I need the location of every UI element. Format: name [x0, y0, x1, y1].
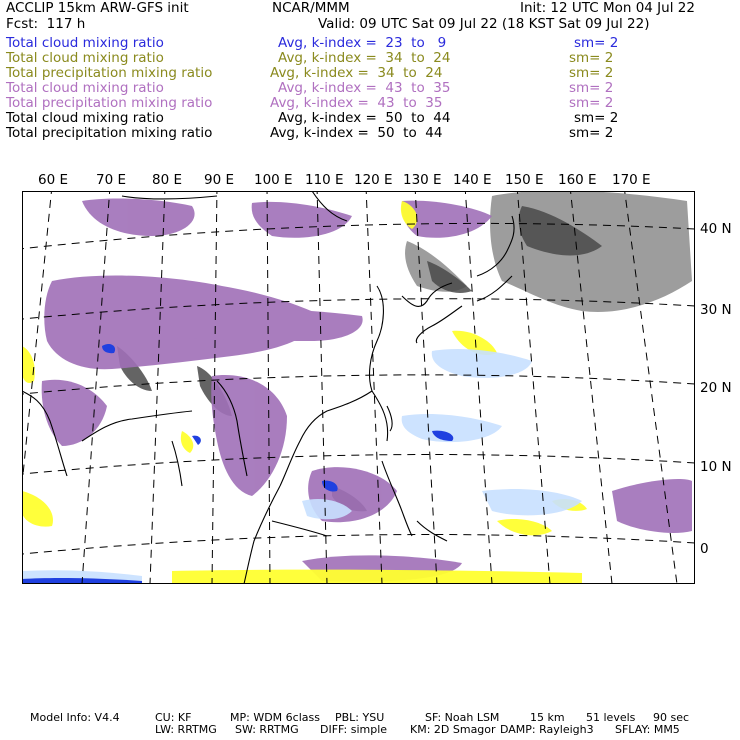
footer-lw: LW: RRTMG	[155, 723, 217, 736]
legend-sm: sm= 2	[569, 125, 614, 141]
lat-label: 20 N	[700, 380, 732, 396]
legend-label: Total precipitation mixing ratio	[6, 125, 213, 141]
legend-label: Total cloud mixing ratio	[6, 110, 164, 126]
footer-sf: SF: Noah LSM	[425, 711, 500, 724]
lon-label: 110 E	[305, 172, 344, 188]
footer-resolution: 15 km	[530, 711, 565, 724]
lat-label: 30 N	[700, 302, 732, 318]
forecast-hour: Fcst: 117 h	[6, 16, 86, 32]
lat-label: 0	[700, 541, 709, 557]
footer-damp: DAMP: Rayleigh3	[500, 723, 594, 736]
legend-label: Total cloud mixing ratio	[6, 50, 164, 66]
lon-label: 170 E	[612, 172, 651, 188]
footer-levels: 51 levels	[586, 711, 636, 724]
legend-avg: Avg, k-index = 43 to 35	[278, 80, 451, 96]
lon-label: 60 E	[38, 172, 68, 188]
lon-label: 160 E	[558, 172, 597, 188]
legend-avg: Avg, k-index = 34 to 24	[270, 65, 443, 81]
lon-label: 70 E	[96, 172, 126, 188]
legend-avg: Avg, k-index = 43 to 35	[270, 95, 443, 111]
legend-avg: Avg, k-index = 50 to 44	[270, 125, 443, 141]
model-title: ACCLIP 15km ARW-GFS init	[6, 0, 189, 16]
legend-label: Total precipitation mixing ratio	[6, 95, 213, 111]
footer-diff: DIFF: simple	[320, 723, 388, 736]
legend-avg: Avg, k-index = 50 to 44	[278, 110, 451, 126]
legend-avg: Avg, k-index = 23 to 9	[278, 35, 447, 51]
footer-pbl: PBL: YSU	[335, 711, 385, 724]
lon-label: 100 E	[254, 172, 293, 188]
legend-sm: sm= 2	[569, 95, 614, 111]
lon-label: 90 E	[204, 172, 234, 188]
footer-km: KM: 2D Smagor	[410, 723, 496, 736]
lon-label: 80 E	[152, 172, 182, 188]
footer-timestep: 90 sec	[653, 711, 690, 724]
legend-label: Total cloud mixing ratio	[6, 80, 164, 96]
legend-sm: sm= 2	[569, 50, 614, 66]
lon-label: 150 E	[505, 172, 544, 188]
footer-cu: CU: KF	[155, 711, 192, 724]
legend-label: Total precipitation mixing ratio	[6, 65, 213, 81]
footer-sflay: SFLAY: MM5	[615, 723, 680, 736]
legend-avg: Avg, k-index = 34 to 24	[278, 50, 451, 66]
lon-label: 120 E	[354, 172, 393, 188]
legend-sm: sm= 2	[574, 110, 619, 126]
legend-sm: sm= 2	[574, 35, 619, 51]
lon-label: 130 E	[403, 172, 442, 188]
center-label: NCAR/MMM	[272, 0, 350, 16]
forecast-map	[22, 191, 695, 584]
valid-time: Valid: 09 UTC Sat 09 Jul 22 (18 KST Sat 09 Jul 22)	[318, 16, 650, 32]
lon-label: 140 E	[453, 172, 492, 188]
footer-sw: SW: RRTMG	[235, 723, 299, 736]
footer-mp: MP: WDM 6class	[230, 711, 320, 724]
footer-model-info: Model Info: V4.4	[30, 711, 120, 724]
legend-label: Total cloud mixing ratio	[6, 35, 164, 51]
legend-sm: sm= 2	[569, 80, 614, 96]
init-time: Init: 12 UTC Mon 04 Jul 22	[520, 0, 695, 16]
legend-sm: sm= 2	[569, 65, 614, 81]
lat-label: 10 N	[700, 459, 732, 475]
lat-label: 40 N	[700, 221, 732, 237]
